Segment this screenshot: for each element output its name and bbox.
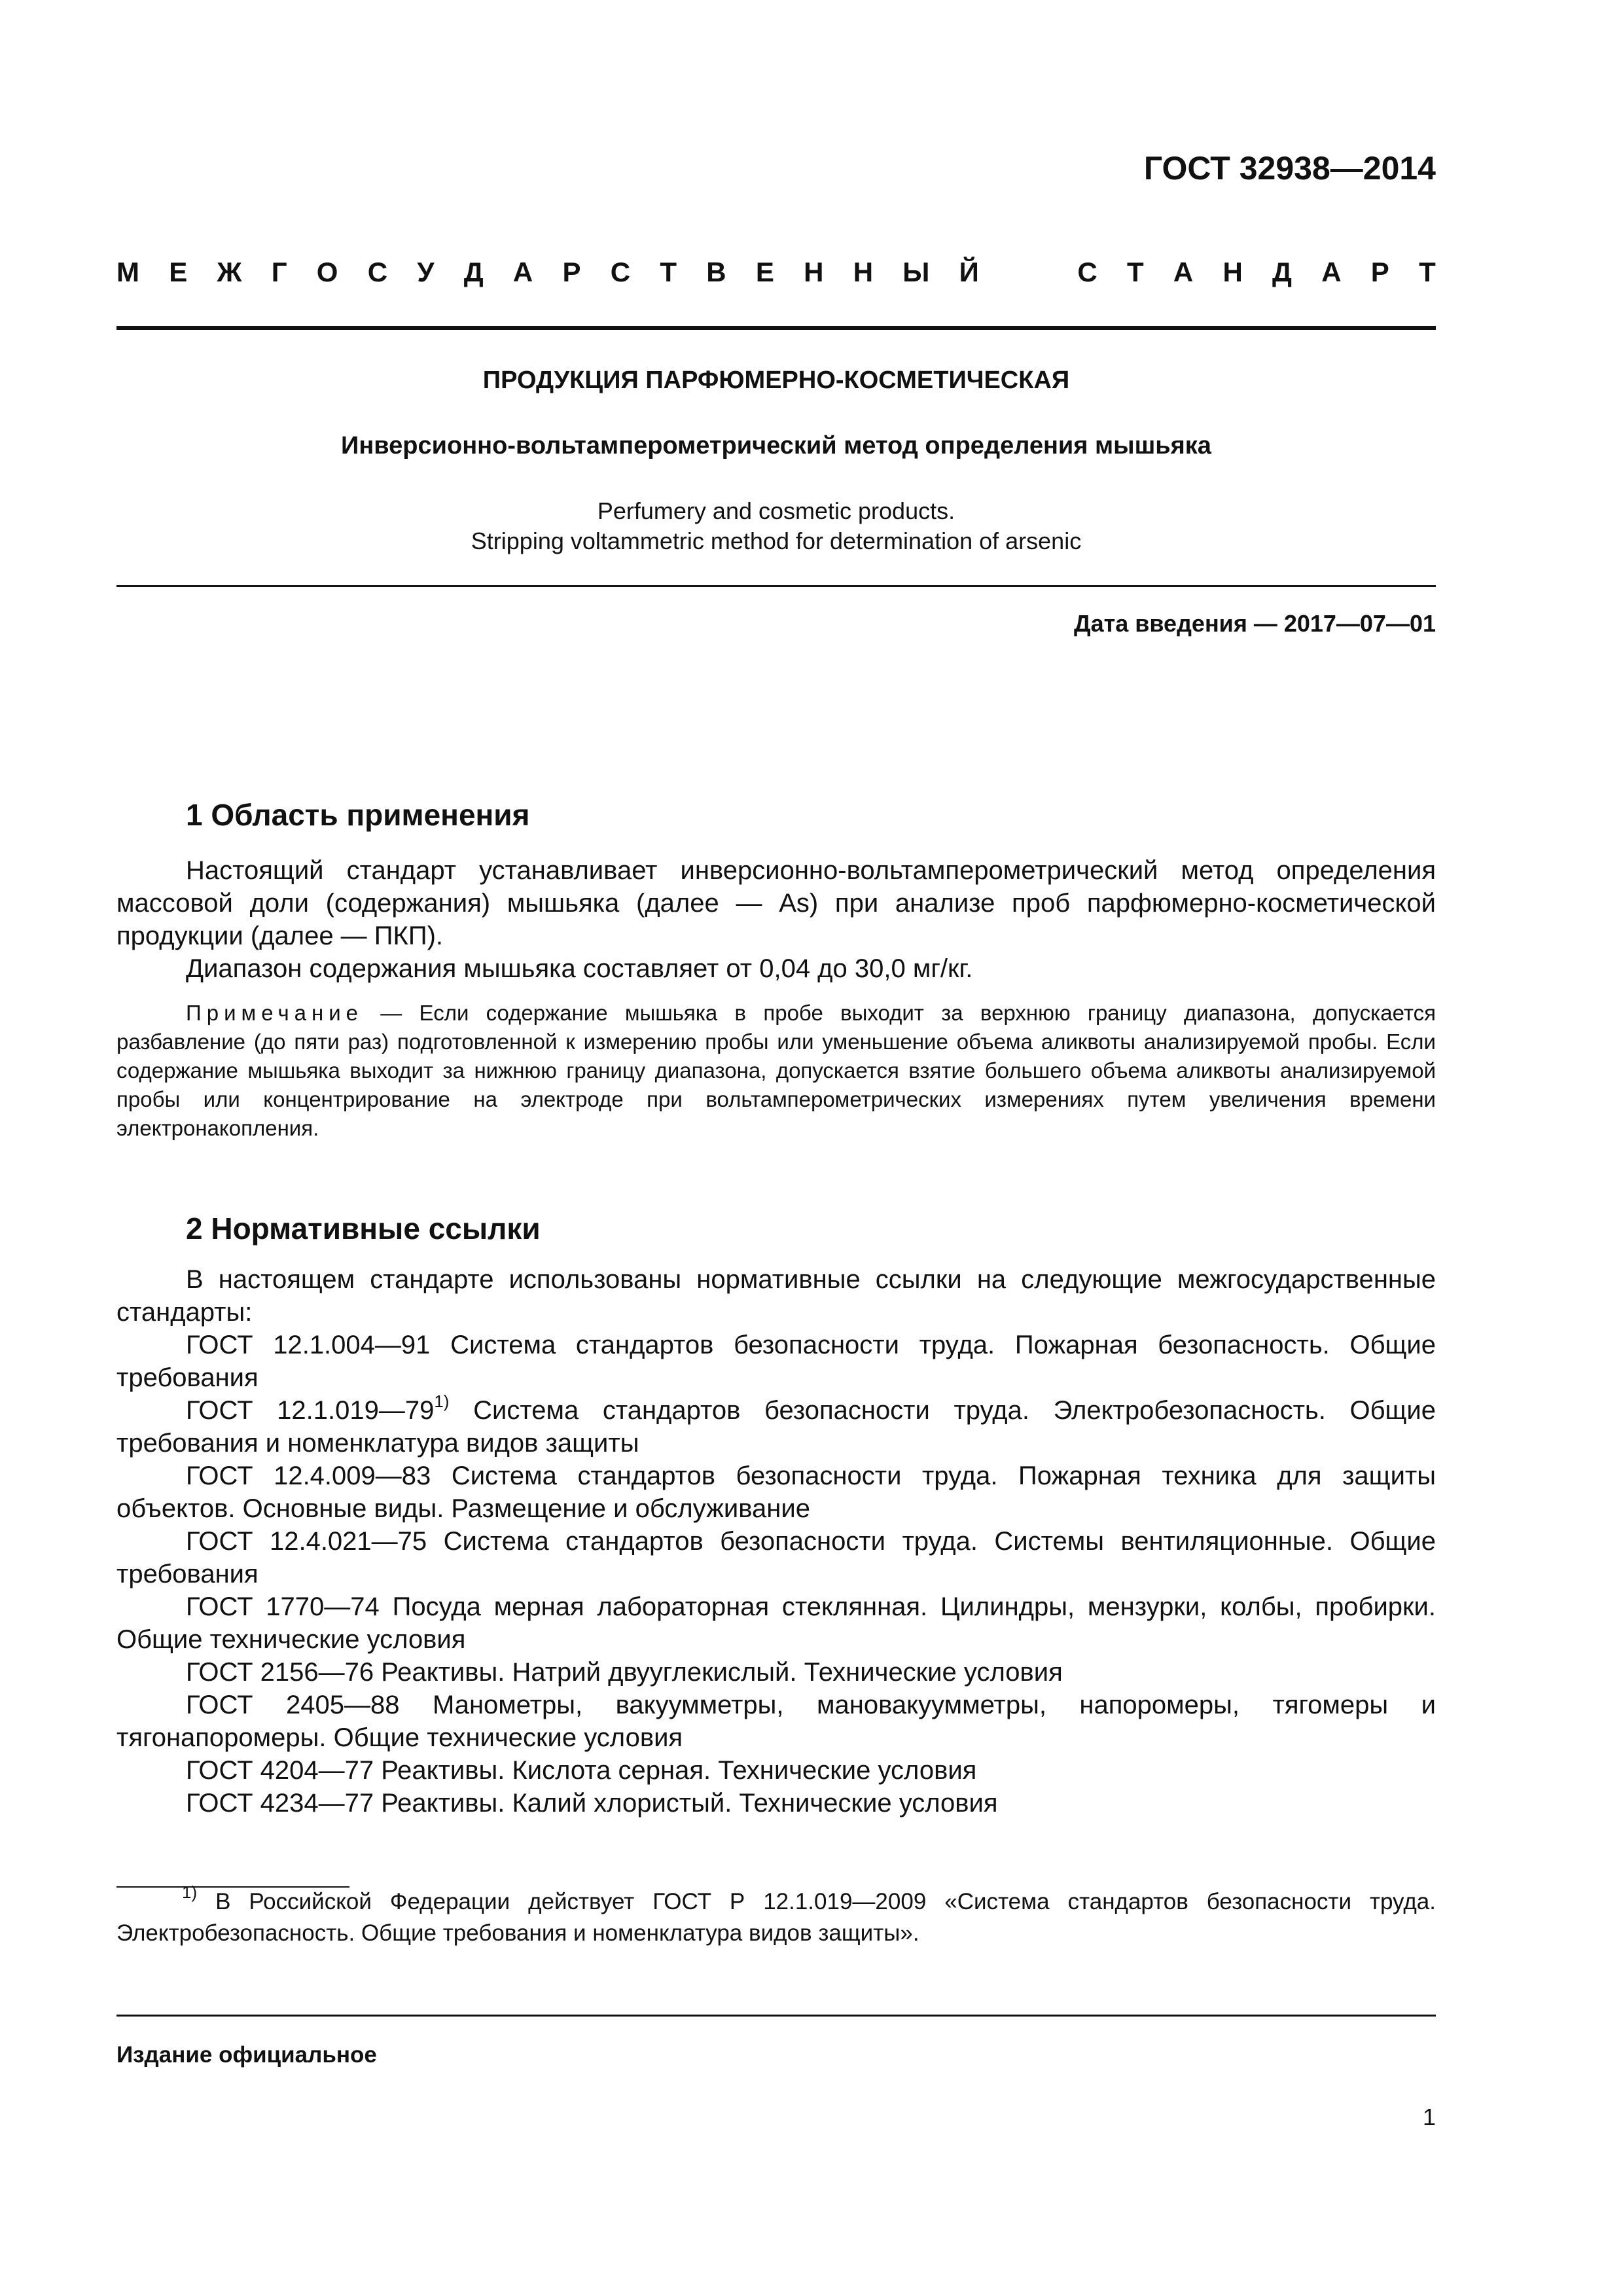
- reference-code: ГОСТ 2405—88: [186, 1691, 400, 1719]
- footnote-marker: 1): [182, 1882, 198, 1903]
- reference-item: [116, 1329, 1436, 1394]
- title-rule: [116, 585, 1436, 587]
- banner-letter: С: [1077, 257, 1097, 287]
- reference-title: Посуда мерная лабораторная стеклянная. Цилиндры, мензурки, колбы, пробирки. Общие технические условия: [116, 1592, 1436, 1654]
- section-heading-scope: 1 Область применения: [186, 798, 530, 832]
- reference-item: [116, 1787, 1436, 1820]
- references-list: [116, 1329, 1436, 1820]
- footnote-text: В Российской Федерации действует ГОСТ Р 12.1.019—2009 «Система стандартов безопасности труда. Электробезопасность. Общие требования и номенклатура видов защиты».: [116, 1889, 1436, 1946]
- section-references-body: [116, 1263, 1436, 1820]
- banner-letter: Е: [169, 257, 188, 287]
- note-text: — Если содержание мышьяка в пробе выходит за верхнюю границу диапазона, допускается разбавление (до пяти раз) подготовленной к измерению пробы или уменьшение объема аликвоты анализируемой пробы. Если содержание мышьяка выходит за нижнюю границу диапазона, допускается взятие большего объема аликвоты анализируемой пробы или концентрирование на электроде при вольтамперометрических измерениях путем увеличения времени электронакопления.: [116, 1001, 1436, 1140]
- english-title-line-2: Stripping voltammetric method for determination of arsenic: [471, 528, 1082, 554]
- reference-title: Манометры, вакуумметры, мановакуумметры, напоромеры, тягомеры и тягонапоромеры. Общие технические условия: [116, 1691, 1436, 1752]
- scope-note: [116, 999, 1436, 1143]
- section-heading-references: 2 Нормативные ссылки: [186, 1211, 541, 1246]
- reference-title: Реактивы. Кислота серная. Технические условия: [374, 1756, 977, 1785]
- banner-letter: С: [367, 257, 388, 287]
- reference-title: Реактивы. Натрий двууглекислый. Технические условия: [374, 1658, 1063, 1687]
- reference-item: [116, 1460, 1436, 1525]
- official-edition-label: Издание официальное: [116, 2042, 377, 2068]
- banner-letter: У: [417, 257, 435, 287]
- banner-letter: С: [610, 257, 631, 287]
- english-title-line-1: Perfumery and cosmetic products.: [597, 497, 955, 524]
- reference-code: ГОСТ 2156—76: [186, 1658, 374, 1687]
- banner-letter: Е: [755, 257, 774, 287]
- reference-item: [116, 1754, 1436, 1787]
- page-number: 1: [1422, 2104, 1436, 2130]
- note-label: Примечание: [186, 1001, 364, 1025]
- banner-letter: А: [1321, 257, 1342, 287]
- banner-letter: А: [1173, 257, 1194, 287]
- banner-letter: Р: [1370, 257, 1389, 287]
- reference-code: ГОСТ 12.1.004—91: [186, 1331, 431, 1359]
- banner-letter: Ж: [217, 257, 242, 287]
- reference-title: Реактивы. Калий хлористый. Технические условия: [374, 1789, 998, 1818]
- banner-letter: Р: [562, 257, 581, 287]
- banner-letter: М: [116, 257, 139, 287]
- introduction-date: Дата введения — 2017—07—01: [1073, 610, 1436, 637]
- interstate-standard-banner: [116, 257, 1436, 288]
- reference-title: Система стандартов безопасности труда. Электробезопасность. Общие требования и номенклатура видов защиты: [116, 1396, 1436, 1458]
- banner-letter: Н: [853, 257, 874, 287]
- banner-letter: О: [316, 257, 338, 287]
- banner-letter: Н: [1222, 257, 1243, 287]
- reference-item: [116, 1689, 1436, 1754]
- banner-word-gap: [1008, 257, 1048, 288]
- banner-letter: Т: [660, 257, 677, 287]
- banner-letter: Й: [959, 257, 979, 287]
- reference-item: [116, 1525, 1436, 1590]
- banner-letter: В: [706, 257, 726, 287]
- reference-item: [116, 1590, 1436, 1656]
- banner-letter: Н: [804, 257, 824, 287]
- reference-code: ГОСТ 4234—77: [186, 1789, 374, 1818]
- reference-code: ГОСТ 1770—74: [186, 1592, 380, 1621]
- section-scope-body: [116, 854, 1436, 985]
- reference-code: ГОСТ 12.4.021—75: [186, 1527, 427, 1556]
- reference-title: Система стандартов безопасности труда. Пожарная техника для защиты объектов. Основные виды. Размещение и обслуживание: [116, 1462, 1436, 1523]
- banner-letter: Г: [271, 257, 287, 287]
- scope-paragraph: Настоящий стандарт устанавливает инверсионно-вольтамперометрический метод определения массовой доли (содержания) мышьяка (далее — As) при анализе проб парфюмерно-косметической продукции (далее — ПКП).: [116, 856, 1436, 950]
- standard-title: ПРОДУКЦИЯ ПАРФЮМЕРНО-КОСМЕТИЧЕСКАЯ: [482, 367, 1070, 394]
- banner-letter: Д: [1272, 257, 1292, 287]
- reference-item: [116, 1391, 1436, 1460]
- banner-letter: Т: [1126, 257, 1144, 287]
- banner-letter: Д: [463, 257, 484, 287]
- references-intro: В настоящем стандарте использованы нормативные ссылки на следующие межгосударственные стандарты:: [116, 1265, 1436, 1327]
- footnote: [116, 1882, 1436, 1949]
- banner-letter: А: [512, 257, 533, 287]
- footnote-reference-marker: 1): [434, 1391, 450, 1411]
- reference-code: ГОСТ 12.1.019—79: [186, 1396, 435, 1425]
- footer-rule: [116, 2015, 1436, 2017]
- header-rule: [116, 326, 1436, 330]
- reference-code: ГОСТ 4204—77: [186, 1756, 374, 1785]
- banner-letter: Ы: [902, 257, 930, 287]
- range-paragraph: Диапазон содержания мышьяка составляет от 0,04 до 30,0 мг/кг.: [186, 954, 973, 983]
- standard-subtitle: Инверсионно-вольтамперометрический метод определения мышьяка: [341, 432, 1211, 459]
- reference-title: Система стандартов безопасности труда. Системы вентиляционные. Общие требования: [116, 1527, 1436, 1588]
- banner-letter: Т: [1419, 257, 1436, 287]
- document-number: ГОСТ 32938—2014: [1143, 150, 1436, 187]
- reference-code: ГОСТ 12.4.009—83: [186, 1462, 431, 1490]
- reference-title: Система стандартов безопасности труда. Пожарная безопасность. Общие требования: [116, 1331, 1436, 1392]
- reference-item: [116, 1656, 1436, 1689]
